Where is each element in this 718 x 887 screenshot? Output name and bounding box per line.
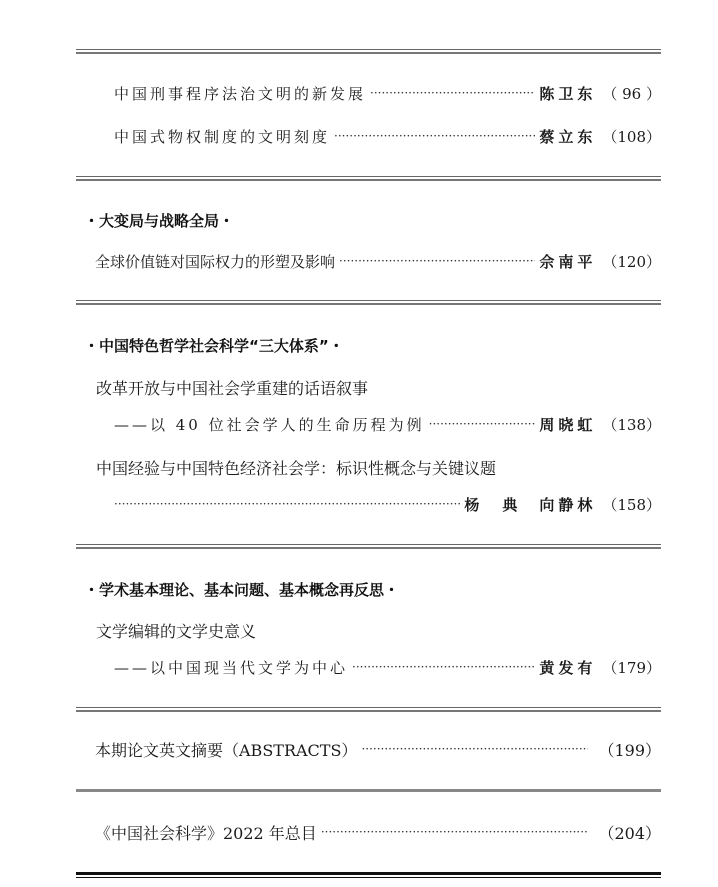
entry-author: 蔡立东 <box>539 127 597 146</box>
leader-dots <box>334 125 535 147</box>
leader-dots <box>352 656 535 678</box>
entry-title: 全球价值链对国际权力的形塑及影响 <box>95 252 336 271</box>
toc-entry[interactable] <box>95 250 661 272</box>
entry-title[interactable]: 中国经验与中国特色经济社会学：标识性概念与关键议题 <box>96 459 497 478</box>
entry-author: 陈卫东 <box>539 84 597 103</box>
entry-page: （158） <box>602 495 661 514</box>
entry-author: 向静林 <box>539 495 597 514</box>
entry-title[interactable]: 改革开放与中国社会学重建的话语叙事 <box>96 379 369 398</box>
entry-title: 本期论文英文摘要（ABSTRACTS） <box>95 740 358 760</box>
leader-dots <box>114 493 460 515</box>
leader-dots <box>370 82 535 104</box>
leader-dots <box>429 413 536 435</box>
entry-subtitle: ——以中国现当代文学为中心 <box>114 658 349 677</box>
toc-entry[interactable] <box>114 125 661 147</box>
divider <box>76 544 661 549</box>
section-heading: ・大变局与战略全局・ <box>84 212 235 230</box>
toc-entry-abstracts[interactable] <box>95 738 661 760</box>
entry-title: 中国刑事程序法治文明的新发展 <box>114 84 367 103</box>
leader-dots <box>361 738 588 760</box>
divider <box>76 49 661 54</box>
entry-author: 佘南平 <box>539 252 597 271</box>
section-heading: ・学术基本理论、基本问题、基本概念再反思・ <box>84 581 400 599</box>
entry-page: （204） <box>598 823 661 843</box>
divider <box>76 789 661 792</box>
toc-entry-authors[interactable] <box>114 493 661 515</box>
section-heading: ・中国特色哲学社会科学“三大体系”・ <box>84 337 344 355</box>
entry-author: 周晓虹 <box>539 415 597 434</box>
toc-entry-subtitle[interactable] <box>114 656 661 678</box>
entry-page: （108） <box>602 127 661 146</box>
entry-author: 黄发有 <box>539 658 597 677</box>
entry-title: 中国式物权制度的文明刻度 <box>114 127 331 146</box>
entry-title[interactable]: 文学编辑的文学史意义 <box>96 622 257 641</box>
entry-page: （120） <box>602 252 661 271</box>
divider <box>76 300 661 305</box>
entry-page: （ 96 ） <box>602 84 661 103</box>
bottom-rule <box>76 872 661 878</box>
leader-dots <box>321 821 589 843</box>
leader-dots <box>339 250 535 272</box>
entry-page: （138） <box>602 415 661 434</box>
entry-title: 《中国社会科学》2022 年总目 <box>95 823 317 843</box>
toc-entry[interactable] <box>114 82 661 104</box>
entry-page: （179） <box>602 658 661 677</box>
entry-subtitle: ——以 40 位社会学人的生命历程为例 <box>114 415 425 434</box>
entry-page: （199） <box>598 740 661 760</box>
divider <box>76 707 661 712</box>
toc-entry-subtitle[interactable] <box>114 413 661 435</box>
divider <box>76 176 661 181</box>
entry-author: 杨 典 <box>464 495 522 514</box>
toc-entry-index[interactable] <box>95 821 661 843</box>
